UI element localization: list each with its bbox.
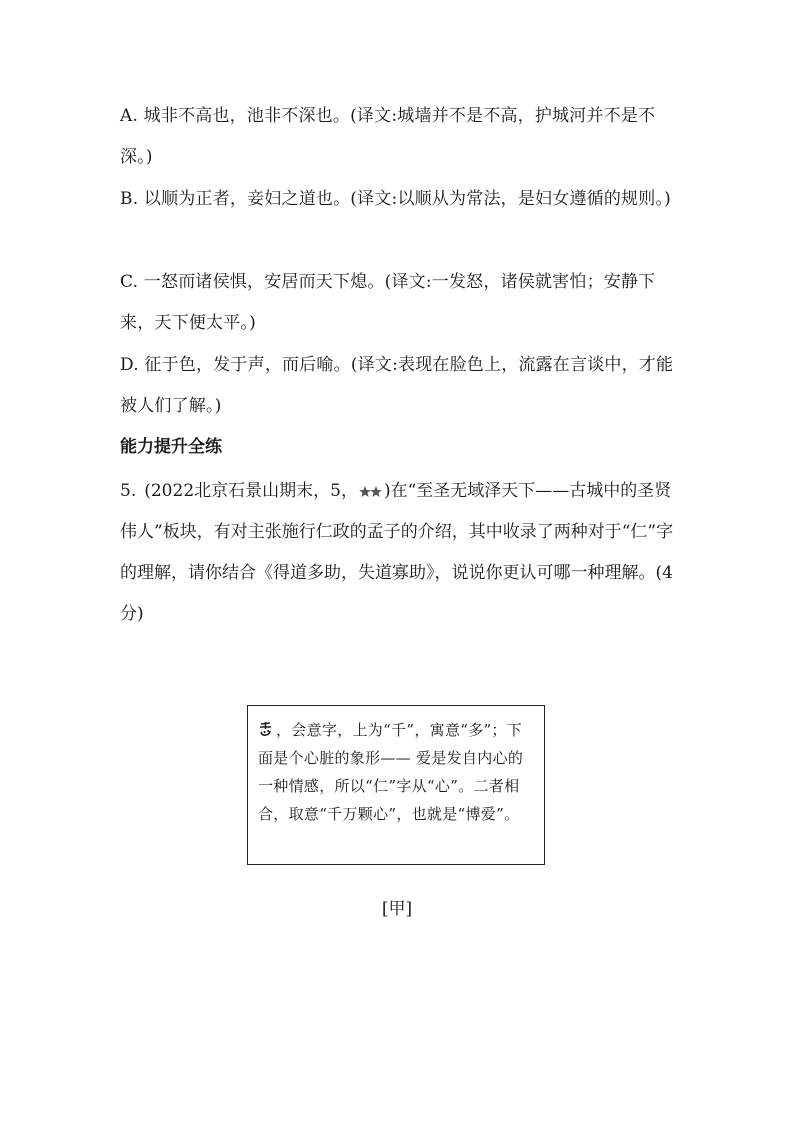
question-source: (2022北京石景山期末，5， [144, 481, 358, 501]
figure-text [258, 716, 536, 828]
figure-box-jia [247, 705, 545, 865]
ancient-ren-character-icon [258, 719, 274, 736]
question-source-close: ) [383, 481, 391, 501]
two-star-difficulty-icon [359, 485, 383, 499]
figure-text-body: ，会意字，上为“千”，寓意“多”；下面是个心脏的象形—— 爱是发自内心的一种情感，所以“仁”字从“心”。二者相合，取意“千万颗心”，也就是“博爱”。 [258, 721, 524, 823]
option-a: A. 城非不高也，池非不深也。(译文:城墙并不是不高，护城河并不是不深。) [120, 106, 656, 167]
question-number: 5. [120, 481, 137, 501]
section-title: 能力提升全练 [120, 437, 222, 457]
option-d: D. 征于色，发于声，而后喻。(译文:表现在脸色上，流露在言谈中，才能被人们了解。) [120, 355, 674, 416]
question-5 [120, 471, 680, 635]
option-c: C. 一怒而诸侯惧，安居而天下熄。(译文:一发怒，诸侯就害怕；安静下来，天下便太平。) [120, 272, 656, 333]
option-b: B. 以顺为正者，妾妇之道也。(译文:以顺从为常法，是妇女遵循的规则。) [120, 189, 671, 209]
figure-caption: [甲] [381, 899, 413, 919]
question-body: 在“至圣无域泽天下——古城中的圣贤伟人”板块，有对主张施行仁政的孟子的介绍，其中收录了两种对于“仁”字的理解，请你结合《得道多助，失道寡助》，说说你更认可哪一种理解。(4分) [120, 481, 674, 624]
